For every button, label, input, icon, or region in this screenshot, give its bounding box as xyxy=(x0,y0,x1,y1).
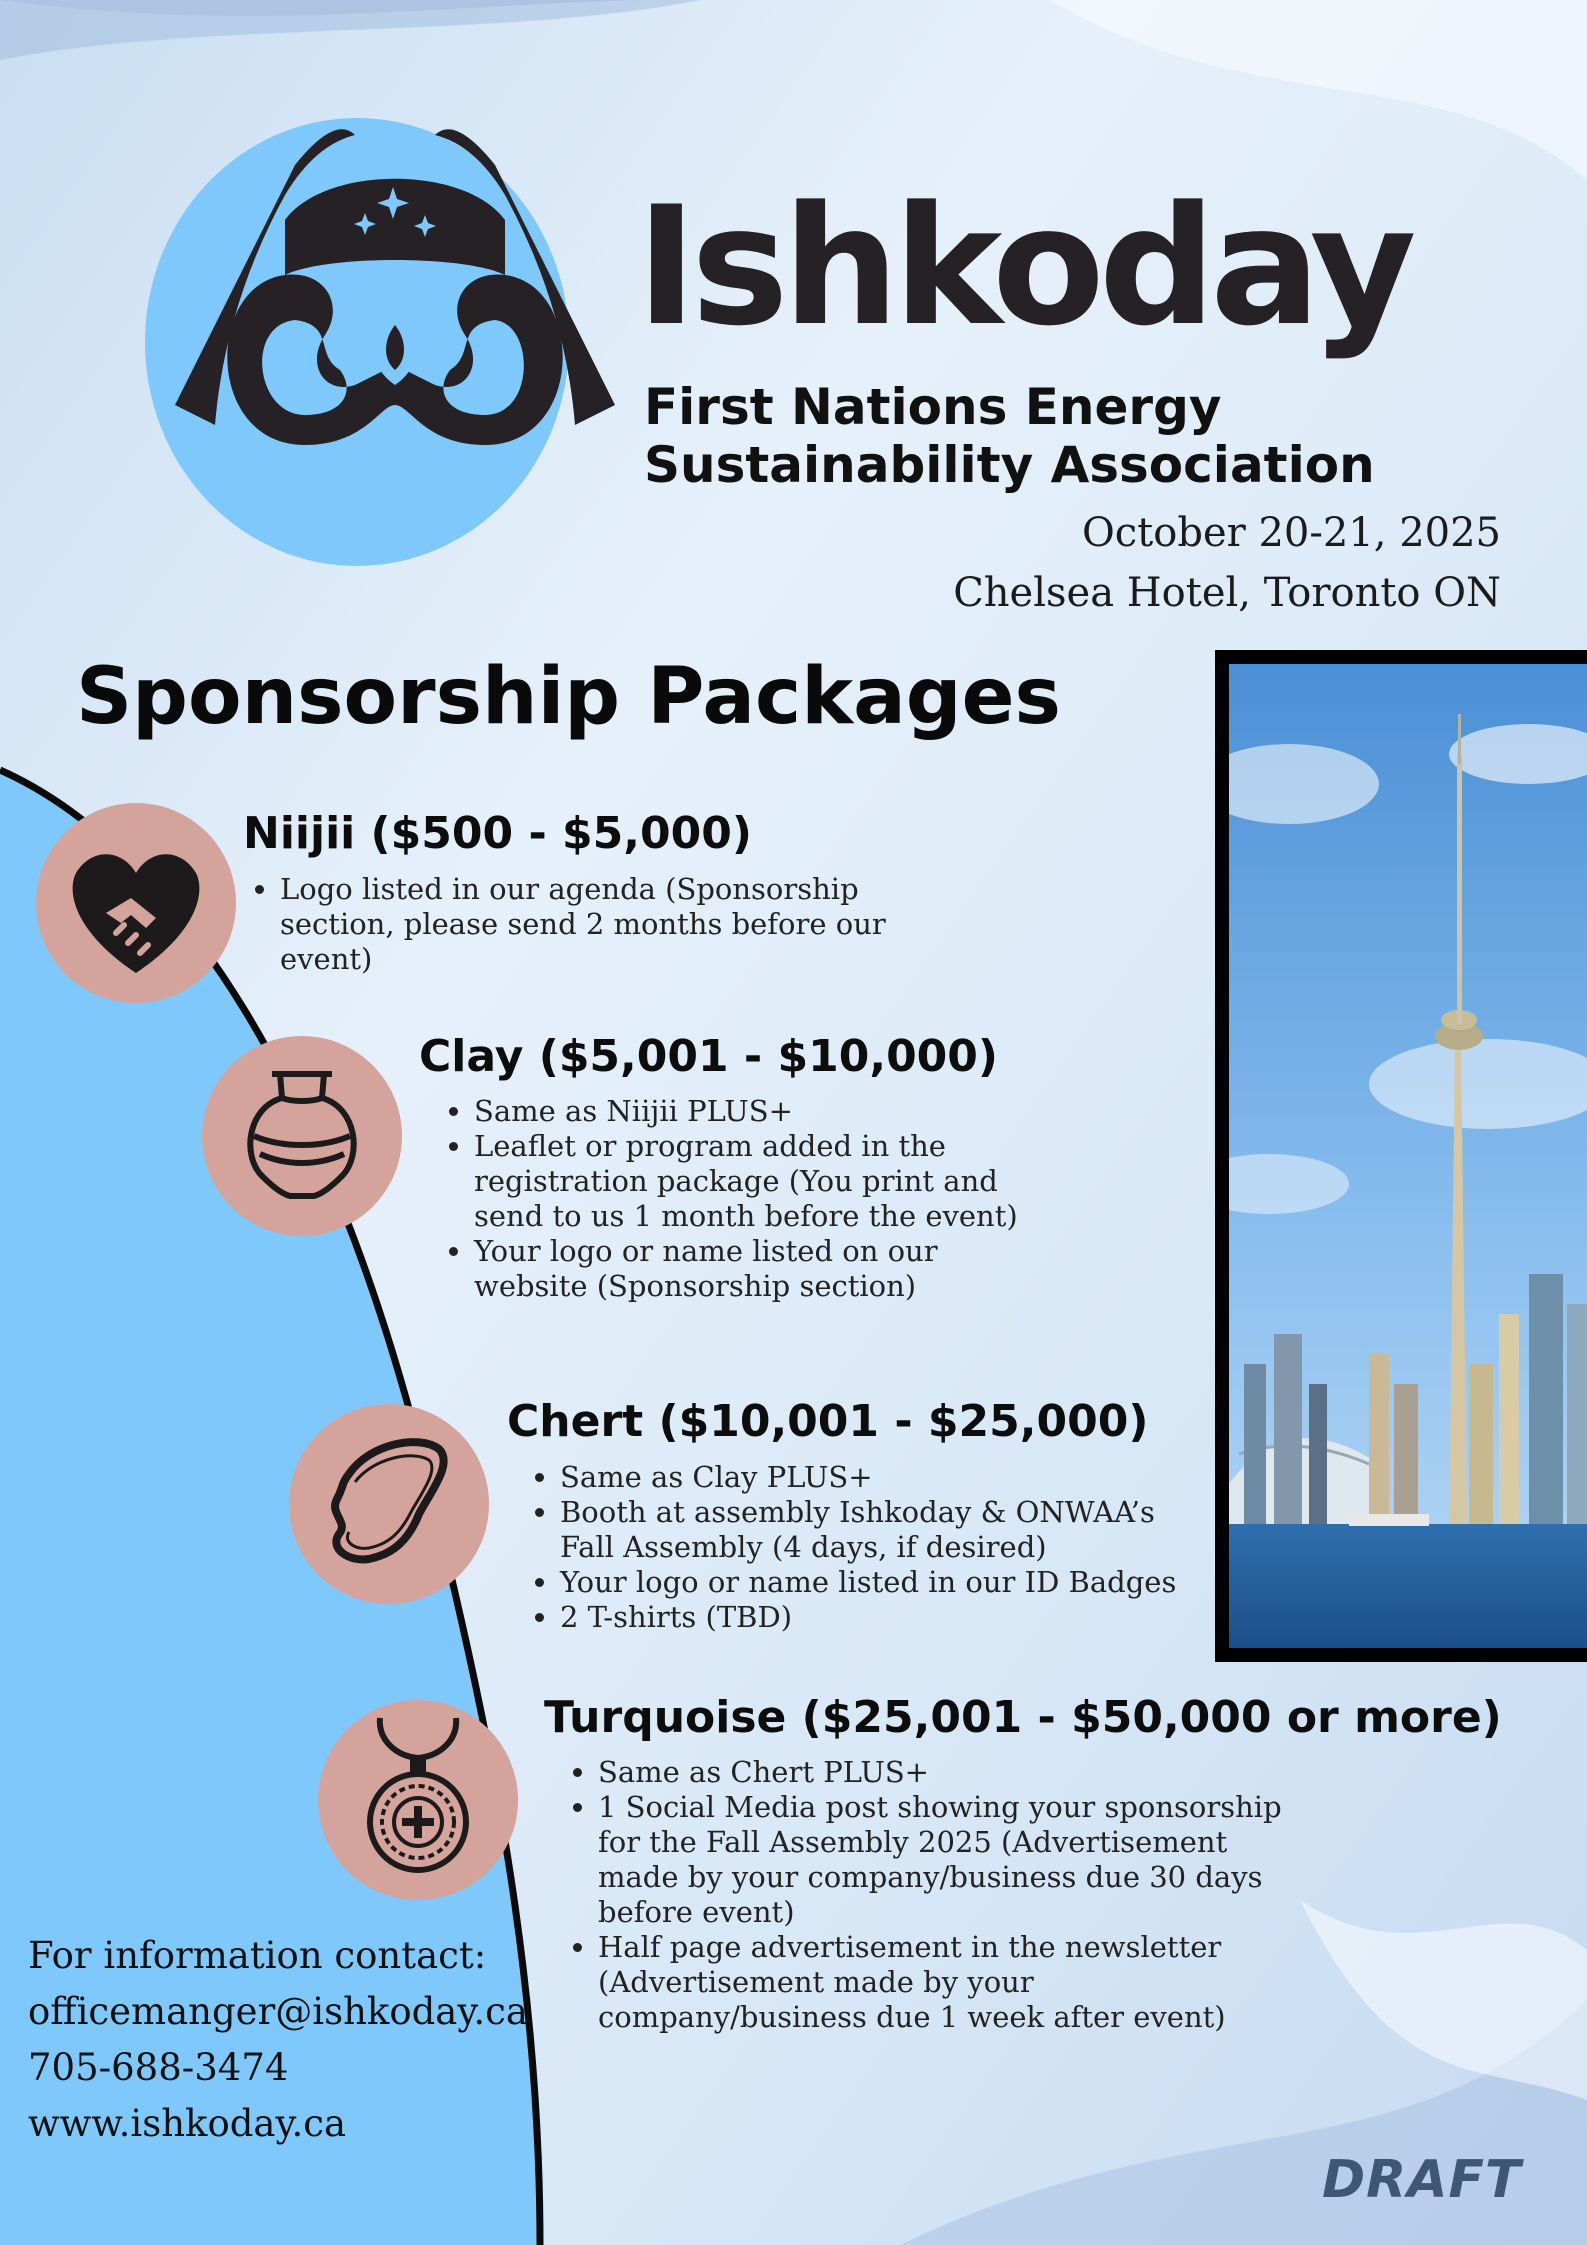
draft-watermark: DRAFT xyxy=(1322,2150,1522,2210)
package-heading-clay: Clay ($5,001 - $10,000) xyxy=(419,1031,999,1082)
page-title: Sponsorship Packages xyxy=(76,652,1061,742)
contact-heading: For information contact: xyxy=(28,1934,487,1977)
chert-stone-icon xyxy=(289,1404,489,1604)
toronto-skyline-image xyxy=(1229,664,1587,1648)
list-item: • Your logo or name listed on our website (Sponsorship section) xyxy=(474,1234,1034,1304)
contact-block xyxy=(28,1928,528,2152)
package-heading-chert: Chert ($10,001 - $25,000) xyxy=(507,1396,1149,1447)
contact-website-link[interactable]: www.ishkoday.ca xyxy=(28,2102,347,2145)
list-item: • Logo listed in our agenda (Sponsorship section, please send 2 months before our event) xyxy=(280,872,900,977)
list-item: • 2 T-shirts (TBD) xyxy=(560,1600,1200,1635)
package-list-niijii xyxy=(252,872,900,977)
ishkoday-logo-icon xyxy=(165,125,625,485)
list-item: • 1 Social Media post showing your sponsorship for the Fall Assembly 2025 (Advertisement made by your company/business due 30 days before event) xyxy=(598,1790,1288,1930)
list-item: • Booth at assembly Ishkoday & ONWAA’s Fall Assembly (4 days, if desired) xyxy=(560,1495,1200,1565)
chert-icon-circle xyxy=(289,1404,489,1604)
turquoise-pendant-icon xyxy=(318,1700,518,1900)
package-heading-niijii: Niijii ($500 - $5,000) xyxy=(243,808,752,859)
list-item: • Leaflet or program added in the registration package (You print and send to us 1 month before the event) xyxy=(474,1129,1034,1234)
list-item: • Your logo or name listed in our ID Badges xyxy=(560,1565,1200,1600)
niijii-icon-circle xyxy=(36,803,236,1003)
contact-phone: 705-688-3474 xyxy=(28,2046,289,2089)
clay-icon-circle xyxy=(202,1036,402,1236)
association-line-2: Sustainability Association xyxy=(644,436,1375,494)
list-item: • Same as Niijii PLUS+ xyxy=(474,1094,1034,1129)
list-item: • Half page advertisement in the newsletter (Advertisement made by your company/business due 1 week after event) xyxy=(598,1930,1288,2035)
association-name xyxy=(644,378,1375,494)
package-list-clay xyxy=(446,1094,1034,1304)
package-list-chert xyxy=(532,1460,1200,1635)
event-date: October 20-21, 2025 xyxy=(1081,510,1501,556)
contact-email-link[interactable]: officemanger@ishkoday.ca xyxy=(28,1990,528,2033)
list-item: • Same as Clay PLUS+ xyxy=(560,1460,1200,1495)
turquoise-icon-circle xyxy=(318,1700,518,1900)
package-heading-turquoise: Turquoise ($25,001 - $50,000 or more) xyxy=(544,1692,1502,1743)
association-line-1: First Nations Energy xyxy=(644,378,1222,436)
handshake-heart-icon xyxy=(36,803,236,1003)
clay-pot-icon xyxy=(202,1036,402,1236)
list-item: • Same as Chert PLUS+ xyxy=(598,1755,1288,1790)
event-location: Chelsea Hotel, Toronto ON xyxy=(953,570,1501,616)
package-list-turquoise xyxy=(570,1755,1288,2035)
brand-name: Ishkoday xyxy=(636,171,1411,362)
